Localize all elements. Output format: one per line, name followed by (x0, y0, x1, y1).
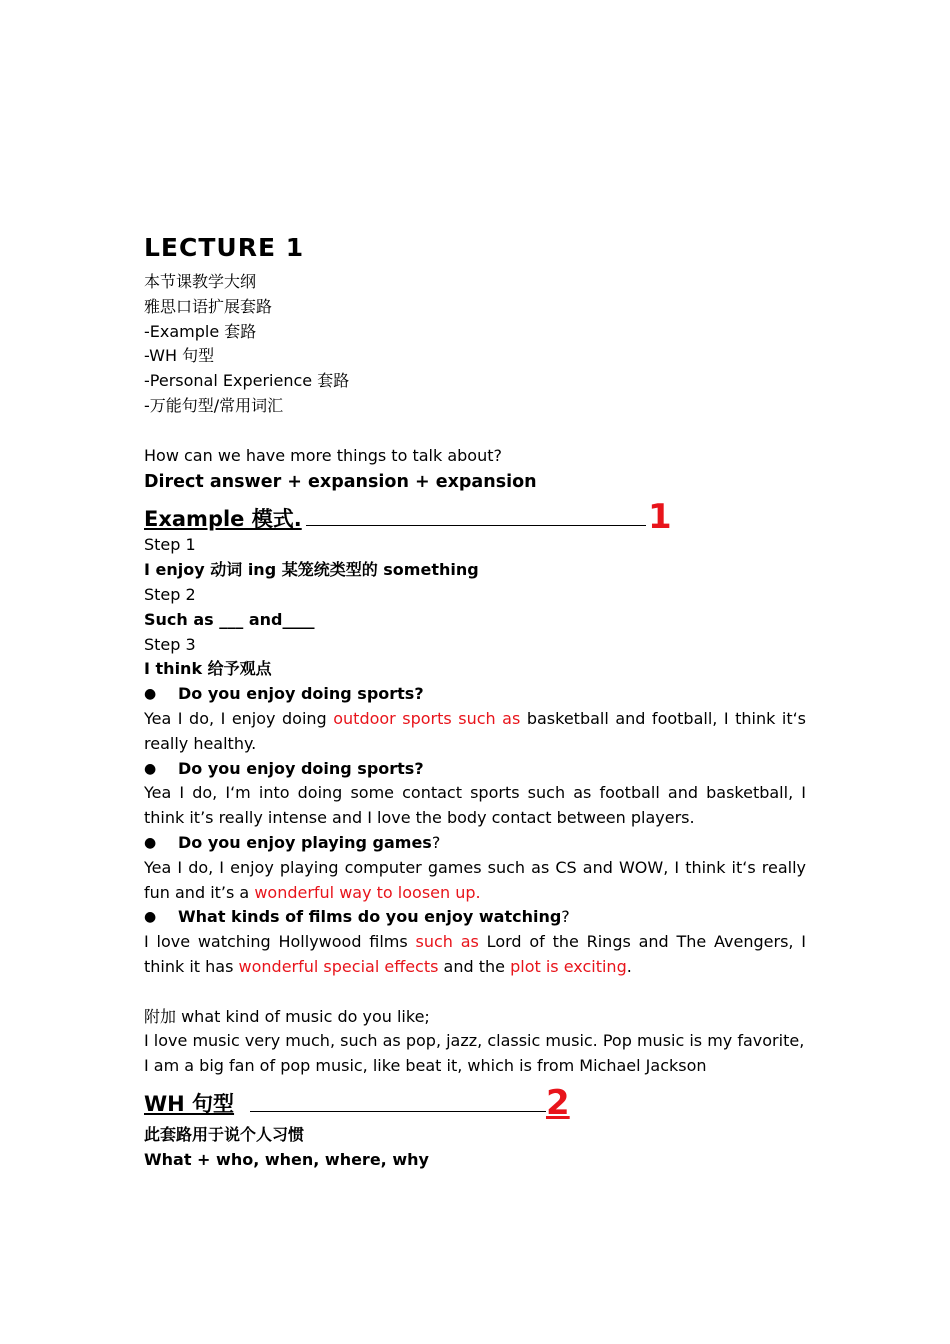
outline-item: 本节课教学大纲 (144, 272, 257, 291)
section-number: 1 (648, 497, 672, 538)
answer-text: . (626, 956, 632, 976)
answer-highlight: wonderful way to loosen up. (254, 882, 481, 902)
outline-list (144, 270, 806, 419)
step-label: Step 3 (144, 634, 196, 654)
outline-item: -Example 套路 (144, 321, 257, 341)
extra-answer: I love music very much, such as pop, jazz, classic music. Pop music is my favorite, (144, 1031, 805, 1051)
step-text: I think 给予观点 (144, 659, 272, 679)
bullet-dot-icon: ● (144, 909, 157, 926)
question-item (144, 682, 806, 707)
answer-text: basketball and football, I think it‘s really healthy. (144, 708, 807, 753)
section-heading-text: WH 句型 (144, 1092, 235, 1117)
question-text: Do you enjoy doing sports? (178, 684, 424, 704)
spacer (144, 980, 806, 1005)
section-heading-text: Example 模式. (144, 506, 302, 531)
answer-paragraph (144, 930, 806, 980)
bullet-dot-icon: ● (144, 834, 157, 851)
outline-item: 雅思口语扩展套路 (144, 296, 273, 316)
answer-highlight: plot is exciting (510, 956, 627, 976)
question-item (144, 905, 806, 930)
question-text: Do you enjoy playing games (178, 832, 432, 852)
answer-paragraph (144, 781, 806, 831)
step-label: Step 1 (144, 535, 196, 555)
section-heading-example (144, 497, 806, 538)
answer-paragraph (144, 856, 806, 906)
outline-item: -万能句型/常用词汇 (144, 395, 284, 415)
question-text: Do you enjoy doing sports? (178, 758, 424, 778)
question-item (144, 757, 806, 782)
question-tail: ? (431, 832, 441, 852)
section-formula: What + who, when, where, why (144, 1149, 429, 1169)
bullet-dot-icon: ● (144, 686, 157, 703)
heading-rule (250, 1111, 546, 1112)
question-text: What kinds of films do you enjoy watching (178, 907, 562, 927)
section-heading-wh (144, 1082, 806, 1123)
outline-item: -WH 句型 (144, 346, 215, 366)
answer-text: Lord of the Rings and The Avengers, I think it has (144, 932, 807, 976)
answer-text: I love watching Hollywood films (144, 932, 416, 952)
extra-answer: I am a big fan of pop music, like beat it, which is from Michael Jackson (144, 1056, 707, 1076)
answer-text: Yea I do, I enjoy playing computer games such as CS and WOW, I think it‘s really fun and it’s a (144, 857, 806, 902)
answer-highlight: such as (415, 932, 479, 952)
answer-highlight: wonderful special effects (238, 956, 439, 976)
intro-question: How can we have more things to talk about? (144, 445, 502, 465)
heading-rule (306, 525, 646, 526)
step-text: I enjoy 动词 ing 某笼统类型的 something (144, 560, 479, 580)
step-text: Such as ___ and____ (144, 609, 315, 629)
question-tail: ? (561, 907, 570, 927)
answer-text: Yea I do, I‘m into doing some contact sports such as football and basketball, I think it’s really intense and I love the body contact between players. (144, 783, 806, 828)
answer-text: Yea I do, I enjoy doing (144, 708, 334, 728)
step-label: Step 2 (144, 584, 196, 604)
answer-text: and the (438, 956, 511, 976)
question-item (144, 831, 806, 856)
bullet-dot-icon: ● (144, 760, 157, 777)
section-number: 2 (546, 1082, 570, 1123)
section-description: 此套路用于说个人习惯 (144, 1124, 305, 1144)
answer-paragraph (144, 707, 806, 757)
spacer (144, 419, 806, 444)
answer-highlight: outdoor sports such as (333, 708, 521, 728)
answer-formula: Direct answer + expansion + expansion (144, 472, 537, 493)
extra-question: 附加 what kind of music do you like; (144, 1006, 430, 1026)
document-body (144, 230, 806, 1173)
outline-item: -Personal Experience 套路 (144, 371, 350, 391)
lecture-title: LECTURE 1 (144, 233, 305, 262)
